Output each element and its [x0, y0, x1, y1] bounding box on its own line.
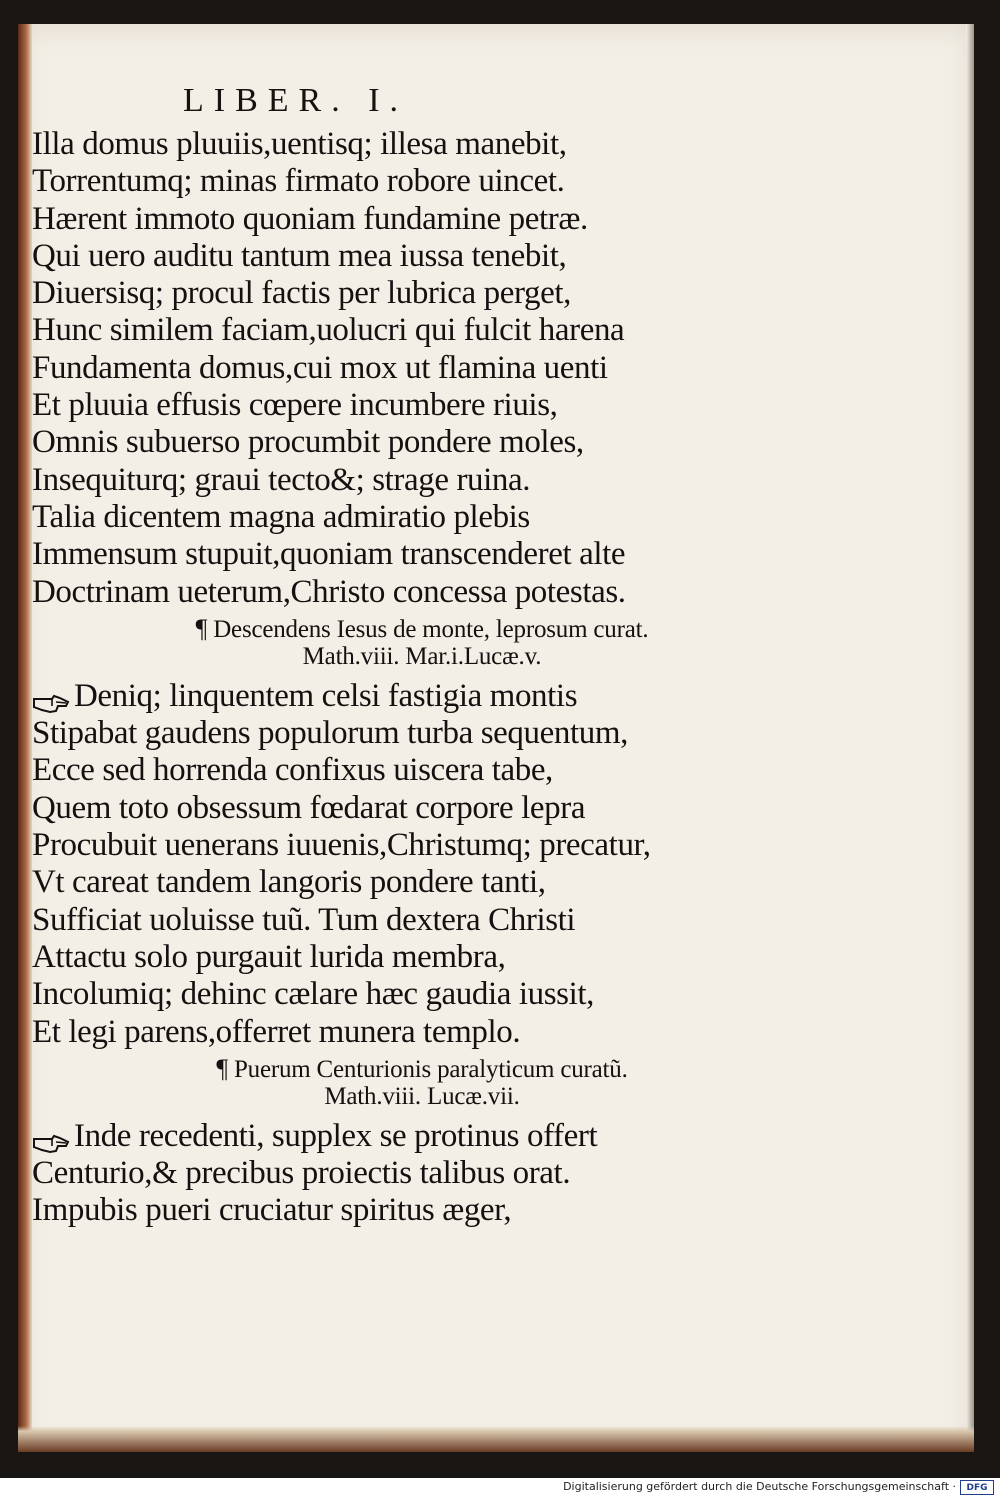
- verse-line: [32, 275, 742, 312]
- verse-line: [32, 864, 742, 901]
- rubric-text: Puerum Centurionis paralyticum curatũ.: [233, 1055, 628, 1083]
- verse-text: Sufficiat uoluisse tuũ. Tum dextera Christi: [32, 901, 576, 938]
- verse-text: Quem toto obsessum fœdarat corpore lepra: [32, 789, 586, 826]
- verse-text: Diuersisq; procul factis per lubrica perget,: [32, 275, 571, 312]
- rubric-line: [142, 615, 702, 643]
- verse-text: Qui uero auditu tantum mea iussa tenebit,: [32, 237, 567, 274]
- pilcrow-mark: ¶: [216, 1053, 228, 1083]
- book-page: [18, 24, 974, 1452]
- dfg-logo: DFG: [960, 1480, 994, 1495]
- verse-line: [32, 1014, 742, 1051]
- verse-line: [32, 976, 742, 1013]
- verse-text: Ecce sed horrenda confixus uiscera tabe,: [32, 752, 553, 789]
- page-right-edge: [966, 24, 974, 1452]
- verse-line: [32, 201, 742, 238]
- chapter-rubric: [32, 1051, 702, 1118]
- verse-line: [32, 238, 742, 275]
- rubric-text: Math.viii. Lucæ.vii.: [324, 1082, 520, 1110]
- verse-line: [32, 126, 742, 163]
- verse-line: [32, 163, 742, 200]
- verse-text: Stipabat gaudens populorum turba sequentum,: [32, 715, 628, 752]
- verse-line: [32, 424, 742, 461]
- verse-line: [32, 939, 742, 976]
- verse-text: Vt careat tandem langoris pondere tanti,: [32, 864, 546, 901]
- page-bottom-edge: [18, 1426, 974, 1452]
- verse-line: [32, 715, 742, 752]
- page-text: [32, 126, 742, 1230]
- page-left-edge: [18, 24, 32, 1452]
- verse-text: Incolumiq; dehinc cælare hæc gaudia iussit,: [32, 976, 594, 1013]
- verse-line: [32, 790, 742, 827]
- chapter-rubric: [32, 611, 702, 678]
- verse-text: Doctrinam ueterum,Christo concessa potestas.: [32, 573, 626, 610]
- verse-text: Centurio,& precibus proiectis talibus orat.: [32, 1155, 571, 1192]
- rubric-line: [142, 1083, 702, 1110]
- verse-line: [32, 1155, 742, 1192]
- verse-line: [32, 1192, 742, 1229]
- rubric-text: Descendens Iesus de monte, leprosum curat.: [213, 615, 649, 643]
- verse-line: [32, 752, 742, 789]
- verse-text: Hærent immoto quoniam fundamine petræ.: [32, 200, 588, 237]
- verse-line: [32, 574, 742, 611]
- verse-text: Fundamenta domus,cui mox ut flamina uenti: [32, 349, 608, 386]
- verse-line: [32, 902, 742, 939]
- verse-line: [32, 387, 742, 424]
- verse-line: [32, 1118, 742, 1155]
- verse-text: Insequiturq; graui tecto&; strage ruina.: [32, 461, 531, 498]
- pointing-hand-icon: [32, 687, 70, 709]
- footer-bar: [0, 1478, 1000, 1499]
- rubric-text: Math.viii. Mar.i.Lucæ.v.: [302, 642, 542, 670]
- verse-line: [32, 350, 742, 387]
- rubric-line: [142, 643, 702, 670]
- verse-text: Hunc similem faciam,uolucri qui fulcit harena: [32, 312, 625, 349]
- verse-text: Deniq; linquentem celsi fastigia montis: [74, 677, 578, 714]
- verse-text: Et pluuia effusis cœpere incumbere riuis,: [32, 387, 558, 424]
- pointing-hand-icon: [32, 1127, 70, 1149]
- verse-text: Inde recedenti, supplex se protinus offert: [74, 1117, 598, 1154]
- verse-text: Attactu solo purgauit lurida membra,: [32, 938, 506, 975]
- verse-line: [32, 499, 742, 536]
- running-head: LIBER. I.: [183, 82, 409, 119]
- verse-line: [32, 827, 742, 864]
- verse-text: Impubis pueri cruciatur spiritus æger,: [32, 1192, 512, 1229]
- verse-text: Et legi parens,offerret munera templo.: [32, 1013, 521, 1050]
- verse-text: Torrentumq; minas firmato robore uincet.: [32, 163, 565, 200]
- verse-line: [32, 312, 742, 349]
- verse-line: [32, 678, 742, 715]
- verse-line: [32, 462, 742, 499]
- verse-text: Illa domus pluuiis,uentisq; illesa manebit,: [32, 126, 567, 162]
- pilcrow-mark: ¶: [195, 613, 208, 643]
- rubric-line: [142, 1055, 702, 1083]
- verse-text: Procubuit uenerans iuuenis,Christumq; precatur,: [32, 827, 651, 864]
- verse-text: Immensum stupuit,quoniam transcenderet alte: [32, 536, 626, 573]
- verse-text: Talia dicentem magna admiratio plebis: [32, 498, 530, 535]
- verse-text: Omnis subuerso procumbit pondere moles,: [32, 424, 584, 461]
- verse-line: [32, 536, 742, 573]
- funding-notice: Digitalisierung gefördert durch die Deutsche Forschungsgemeinschaft ·: [563, 1480, 956, 1493]
